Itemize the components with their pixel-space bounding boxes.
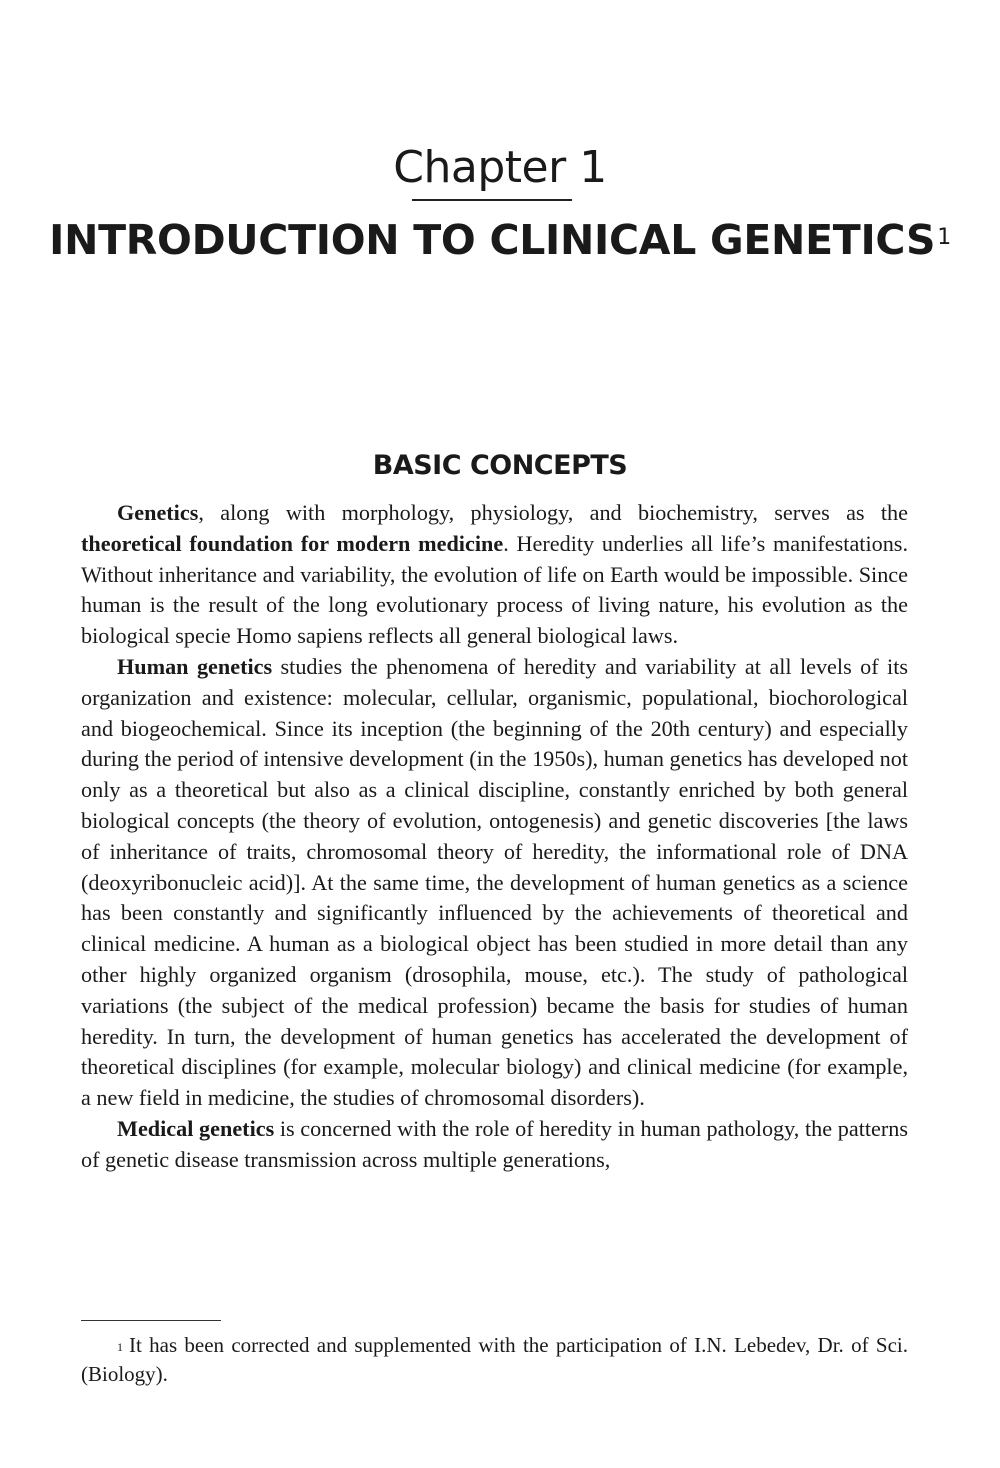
section-title: BASIC CONCEPTS xyxy=(372,450,628,481)
footnote xyxy=(81,1331,908,1389)
paragraph-text: is concerned with the role of heredity in human pathology, the patterns of genetic disease transmission across multiple generations, xyxy=(81,1115,908,1172)
term-human-genetics: Human genetics xyxy=(117,653,273,679)
paragraph-text: . Heredity underlies all life’s manifestations. Without inheritance and variability, the evolution of life on Earth would be impossible. Since human is the result of the long evolutionary process of living nature, his evolution as the biological specie Homo sapiens reflects all general biological laws. xyxy=(81,530,908,649)
footnote-divider xyxy=(81,1320,221,1321)
chapter-title xyxy=(0,212,1000,268)
paragraph-text: , along with morphology, physiology, and biochemistry, serves as the xyxy=(198,500,908,525)
chapter-underline xyxy=(412,199,572,201)
paragraph-genetics xyxy=(81,498,908,652)
chapter-label: Chapter 1 xyxy=(393,142,607,193)
term-genetics: Genetics xyxy=(117,500,199,525)
body-text xyxy=(81,498,908,1176)
paragraph-medical-genetics xyxy=(81,1114,908,1176)
term-medical-genetics: Medical genetics xyxy=(117,1115,275,1141)
emphasis-foundation: theoretical foundation for modern medicine xyxy=(81,530,504,556)
paragraph-human-genetics xyxy=(81,652,908,1114)
footnote-reference: 1 xyxy=(937,225,951,250)
chapter-title-text: INTRODUCTION TO CLINICAL GENETICS xyxy=(49,216,936,264)
footnote-text: It has been corrected and supplemented with the participation of I.N. Lebedev, Dr. of Sci. (Biology). xyxy=(81,1333,908,1386)
paragraph-text: studies the phenomena of heredity and variability at all levels of its organization and existence: molecular, cellular, organismic, populational, biochorological and biogeochemical. Since its inception (the beginning of the 20th century) and especially during the period of intensive development (in the 1950s), human genetics has developed not only as a theoretical but also as a clinical discipline, constantly enriched by both general biological concepts (the theory of evolution, ontogenesis) and genetic discoveries [the laws of inheritance of traits, chromosomal theory of heredity, the informational role of DNA (deoxyribonucleic acid)]. At the same time, the development of human genetics as a science has been constantly and significantly influenced by the achievements of theoretical and clinical medicine. A human as a biological object has been studied in more detail than any other highly organized organism (drosophila, mouse, etc.). The study of pathological variations (the subject of the medical profession) became the basis for studies of human heredity. In turn, the development of human genetics has accelerated the development of theoretical disciplines (for example, molecular biology) and clinical medicine (for example, a new field in medicine, the studies of chromosomal disorders). xyxy=(81,653,908,1111)
footnote-paragraph xyxy=(81,1331,908,1389)
footnote-marker: 1 xyxy=(117,1340,123,1354)
